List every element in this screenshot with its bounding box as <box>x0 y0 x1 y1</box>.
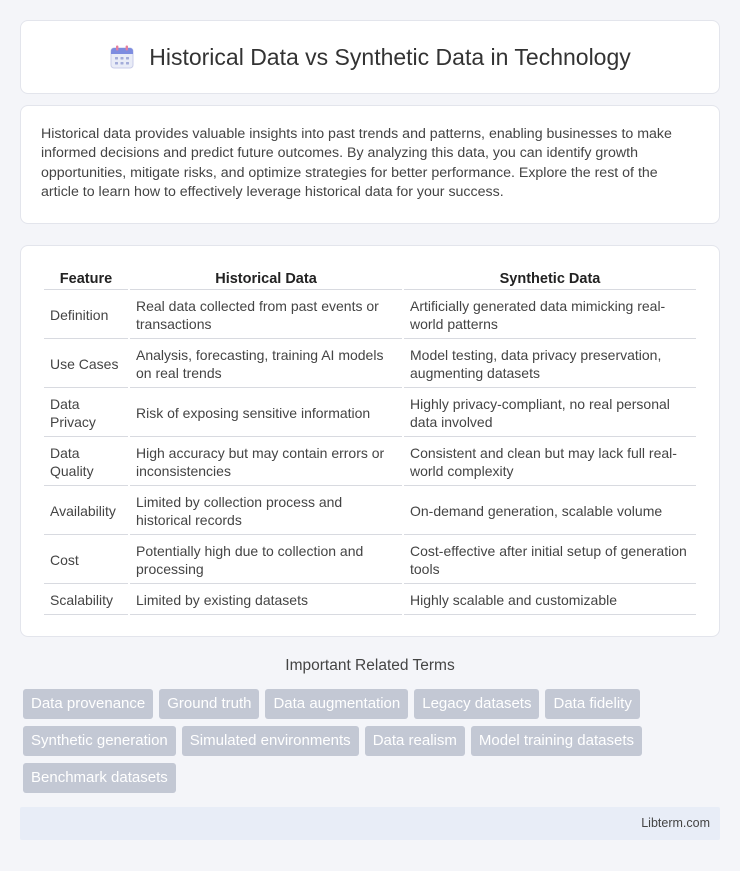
tag-data-augmentation[interactable]: Data augmentation <box>265 689 408 719</box>
table-row <box>44 439 696 486</box>
table-cell-historical: Analysis, forecasting, training AI models on real trends <box>130 341 402 388</box>
tag-data-fidelity[interactable]: Data fidelity <box>545 689 639 719</box>
table-row <box>44 586 696 615</box>
table-cell-feature: Data Quality <box>44 439 128 486</box>
table-cell-feature: Cost <box>44 537 128 584</box>
table-cell-synthetic: Highly scalable and customizable <box>404 586 696 615</box>
intro-card <box>20 105 720 224</box>
table-row <box>44 488 696 535</box>
column-header-historical: Historical Data <box>130 268 402 290</box>
intro-text: Historical data provides valuable insights into past trends and patterns, enabling businesses to make informed decisions and predict future outcomes. By analyzing this data, you can identify growth opportunities, mitigate risks, and optimize strategies for better performance. Explore the rest of the article to learn how to effectively leverage historical data for your success. <box>41 126 672 200</box>
table-cell-feature: Scalability <box>44 586 128 615</box>
column-header-feature: Feature <box>44 268 128 290</box>
tag-simulated-environments[interactable]: Simulated environments <box>182 726 359 756</box>
table-cell-synthetic: Consistent and clean but may lack full real-world complexity <box>404 439 696 486</box>
page-title: Historical Data vs Synthetic Data in Technology <box>149 43 631 70</box>
column-header-synthetic: Synthetic Data <box>404 268 696 290</box>
tag-model-training-datasets[interactable]: Model training datasets <box>471 726 642 756</box>
tag-data-realism[interactable]: Data realism <box>365 726 465 756</box>
table-cell-synthetic: Cost-effective after initial setup of generation tools <box>404 537 696 584</box>
table-cell-synthetic: Artificially generated data mimicking real-world patterns <box>404 292 696 339</box>
comparison-table <box>42 266 698 617</box>
tag-synthetic-generation[interactable]: Synthetic generation <box>23 726 176 756</box>
table-row <box>44 292 696 339</box>
footer-site-link[interactable]: Libterm.com <box>641 816 710 830</box>
table-row <box>44 537 696 584</box>
tag-legacy-datasets[interactable]: Legacy datasets <box>414 689 539 719</box>
table-cell-synthetic: Model testing, data privacy preservation, augmenting datasets <box>404 341 696 388</box>
table-row <box>44 341 696 388</box>
table-cell-historical: Risk of exposing sensitive information <box>130 390 402 437</box>
table-cell-feature: Data Privacy <box>44 390 128 437</box>
table-cell-historical: Real data collected from past events or transactions <box>130 292 402 339</box>
table-cell-historical: Limited by existing datasets <box>130 586 402 615</box>
table-cell-historical: Limited by collection process and historical records <box>130 488 402 535</box>
table-cell-feature: Definition <box>44 292 128 339</box>
table-cell-synthetic: Highly privacy-compliant, no real personal data involved <box>404 390 696 437</box>
header-card <box>20 20 720 94</box>
table-cell-synthetic: On-demand generation, scalable volume <box>404 488 696 535</box>
related-terms-tags <box>23 689 713 793</box>
tag-data-provenance[interactable]: Data provenance <box>23 689 153 719</box>
table-cell-feature: Availability <box>44 488 128 535</box>
tag-ground-truth[interactable]: Ground truth <box>159 689 259 719</box>
comparison-table-card <box>20 245 720 637</box>
table-cell-feature: Use Cases <box>44 341 128 388</box>
footer <box>20 807 720 840</box>
calendar-icon <box>109 44 135 70</box>
table-cell-historical: High accuracy but may contain errors or inconsistencies <box>130 439 402 486</box>
tag-benchmark-datasets[interactable]: Benchmark datasets <box>23 763 176 793</box>
table-cell-historical: Potentially high due to collection and processing <box>130 537 402 584</box>
table-header-row <box>44 268 696 290</box>
related-terms-title: Important Related Terms <box>285 657 455 674</box>
table-row <box>44 390 696 437</box>
